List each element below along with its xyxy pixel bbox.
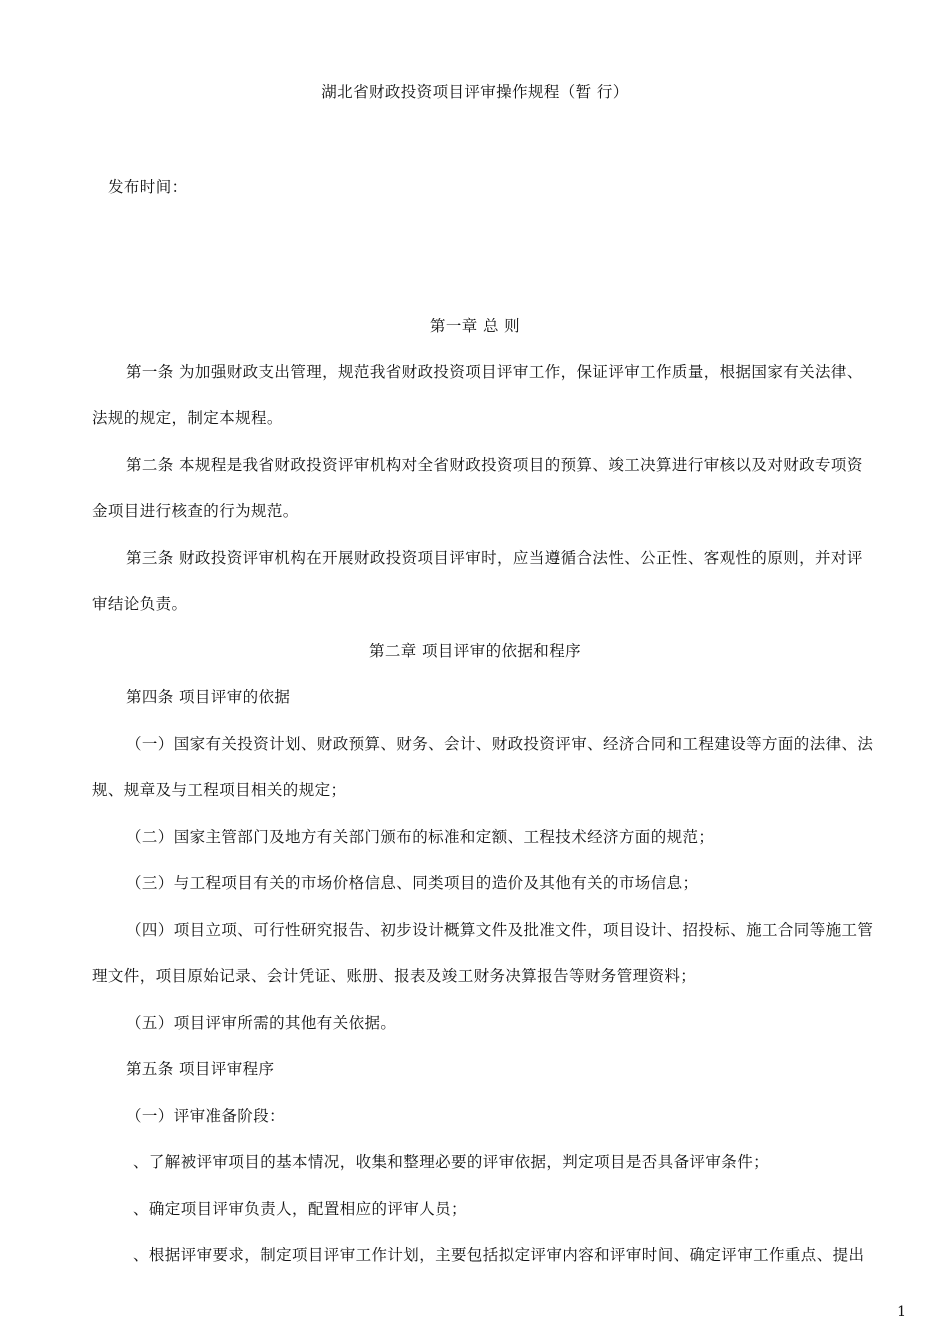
document-title: 湖北省财政投资项目评审操作规程（暂 行） xyxy=(321,83,629,101)
article-2-line-2: 金项目进行核查的行为规范。 xyxy=(92,502,299,520)
chapter-1-heading: 第一章 总 则 xyxy=(429,317,521,335)
article-5-step-2: 、确定项目评审负责人，配置相应的评审人员； xyxy=(133,1200,467,1218)
article-5-step-3-line-1: 、根据评审要求，制定项目评审工作计划，主要包括拟定评审内容和评审时间、确定评审工作重点、提出 xyxy=(133,1246,865,1264)
article-4-item-1-line-1: （一）国家有关投资计划、财政预算、财务、会计、财政投资评审、经济合同和工程建设等方面的法律、法 xyxy=(126,735,874,753)
article-4-item-4-line-2: 理文件，项目原始记录、会计凭证、账册、报表及竣工财务决算报告等财务管理资料； xyxy=(92,967,697,985)
article-4-heading: 第四条 项目评审的依据 xyxy=(126,688,291,706)
article-4-item-1-line-2: 规、规章及与工程项目相关的规定； xyxy=(92,781,347,799)
article-2-line-1: 第二条 本规程是我省财政投资评审机构对全省财政投资项目的预算、竣工决算进行审核以及对财政专项资 xyxy=(126,456,863,474)
article-4-item-3: （三）与工程项目有关的市场价格信息、同类项目的造价及其他有关的市场信息； xyxy=(126,874,699,892)
article-5-heading: 第五条 项目评审程序 xyxy=(126,1060,275,1078)
page-number: 1 xyxy=(897,1304,906,1320)
article-4-item-5: （五）项目评审所需的其他有关依据。 xyxy=(126,1014,397,1032)
article-1-line-1: 第一条 为加强财政支出管理，规范我省财政投资项目评审工作，保证评审工作质量，根据国家有关法律、 xyxy=(126,363,863,381)
article-1-line-2: 法规的规定，制定本规程。 xyxy=(92,409,283,427)
chapter-2-heading: 第二章 项目评审的依据和程序 xyxy=(368,642,582,660)
article-3-line-2: 审结论负责。 xyxy=(92,595,188,613)
publish-time-label: 发布时间： xyxy=(108,178,188,196)
article-4-item-2: （二）国家主管部门及地方有关部门颁布的标准和定额、工程技术经济方面的规范； xyxy=(126,828,715,846)
article-3-line-1: 第三条 财政投资评审机构在开展财政投资项目评审时，应当遵循合法性、公正性、客观性的原则，并对评 xyxy=(126,549,863,567)
article-5-step-1: 、了解被评审项目的基本情况，收集和整理必要的评审依据，判定项目是否具备评审条件； xyxy=(133,1153,770,1171)
article-4-item-4-line-1: （四）项目立项、可行性研究报告、初步设计概算文件及批准文件，项目设计、招投标、施工合同等施工管 xyxy=(126,921,874,939)
article-5-stage-1: （一）评审准备阶段： xyxy=(126,1107,286,1125)
